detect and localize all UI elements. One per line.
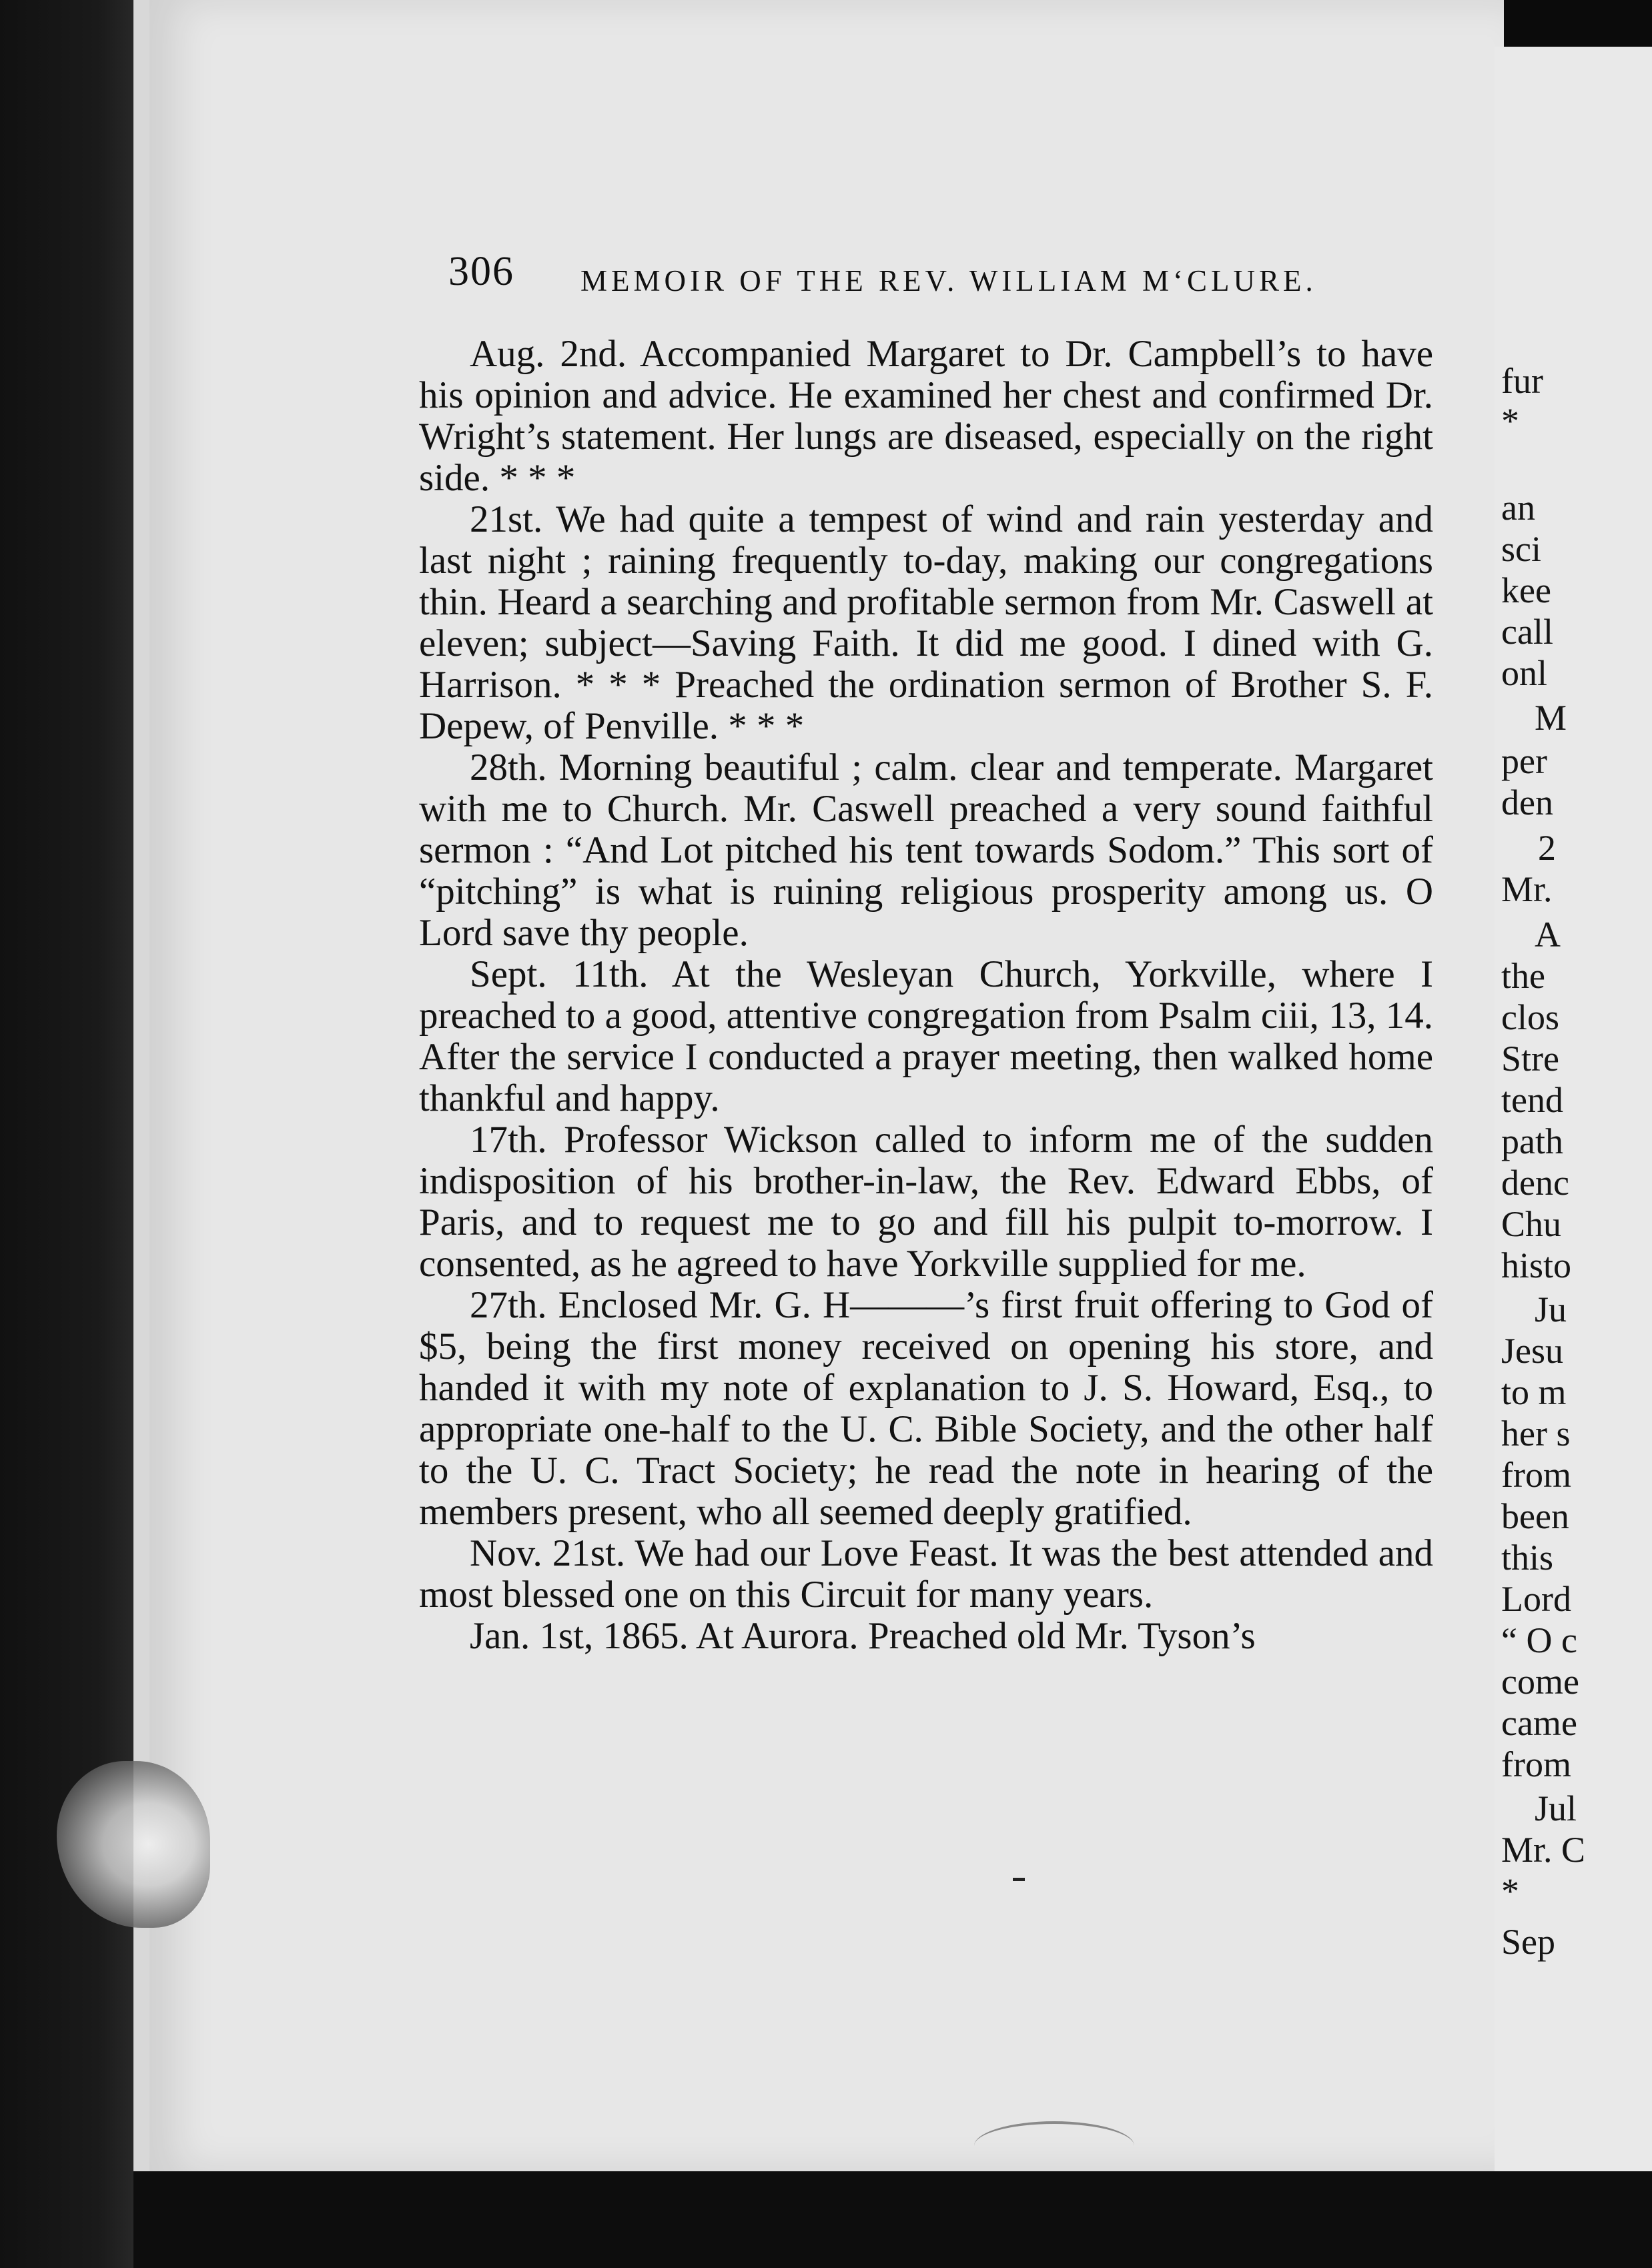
facing-page <box>1495 47 1652 2175</box>
facing-fragment: come <box>1501 1662 1579 1702</box>
book-spine-shadow <box>0 0 140 2268</box>
facing-fragment: tend <box>1501 1080 1563 1120</box>
scan-bottom-edge <box>133 2171 1652 2268</box>
facing-fragment: Jesu <box>1501 1331 1563 1371</box>
facing-fragment: Mr. <box>1501 869 1553 909</box>
binding-mark <box>974 2121 1134 2171</box>
facing-fragment: this <box>1501 1538 1554 1578</box>
entry-sept-11th: Sept. 11th. At the Wesleyan Church, Yorkville, where I preached to a good, attentive congregation from Psalm ciii, 13, 14. After the service I conducted a prayer meeting, then walked home thankful and happy. <box>419 953 1433 1119</box>
facing-fragment: from <box>1501 1744 1571 1784</box>
body-text <box>419 334 1433 1657</box>
facing-fragment: been <box>1501 1496 1569 1536</box>
facing-fragment: 2 <box>1538 828 1556 868</box>
facing-fragment: per <box>1501 741 1547 781</box>
facing-fragment: kee <box>1501 570 1551 610</box>
facing-fragment: clos <box>1501 997 1559 1037</box>
entry-28th: 28th. Morning beautiful ; calm. clear and temperate. Margaret with me to Church. Mr. Caswell preached a very sound faithful sermon : “And Lot pitched his tent towards Sodom.” This sort of “pitching” is what is ruining religious prosperity among us. O Lord save thy people. <box>419 746 1433 954</box>
facing-fragment: path <box>1501 1121 1563 1161</box>
facing-fragment: Ju <box>1535 1289 1567 1329</box>
facing-fragment: to m <box>1501 1372 1567 1412</box>
facing-fragment: histo <box>1501 1245 1572 1285</box>
page-number: 306 <box>448 249 514 294</box>
facing-fragment: Stre <box>1501 1039 1559 1079</box>
running-title: MEMOIR OF THE REV. WILLIAM M‘CLURE. <box>580 264 1317 298</box>
facing-fragment: the <box>1501 956 1545 996</box>
entry-21st: 21st. We had quite a tempest of wind and rain yesterday and last night ; raining frequently to-day, making our congregations thin. Heard a searching and profitable sermon from Mr. Caswell at eleven; subject—Saving Faith. It did me good. I dined with G. Harrison. * * * Preached the ordination sermon of Brother S. F. Depew, of Penville. * * * <box>419 498 1433 747</box>
facing-fragment: call <box>1501 612 1553 652</box>
facing-fragment: onl <box>1501 653 1548 693</box>
facing-fragment: sci <box>1501 529 1541 569</box>
facing-fragment: Jul <box>1535 1788 1577 1828</box>
facing-fragment: fur <box>1501 361 1543 401</box>
facing-fragment: “ O c <box>1501 1620 1577 1660</box>
entry-jan-1st-1865: Jan. 1st, 1865. At Aurora. Preached old Mr. Tyson’s <box>470 1615 1256 1657</box>
facing-fragment: * <box>1501 1871 1519 1911</box>
facing-fragment: an <box>1501 488 1535 528</box>
entry-aug-2nd: Aug. 2nd. Accompanied Margaret to Dr. Campbell’s to have his opinion and advice. He examined her chest and confirmed Dr. Wright’s statement. Her lungs are diseased, especially on the right side. * * * <box>419 333 1433 499</box>
entry-17th: 17th. Professor Wickson called to inform me of the sudden indisposition of his brother-in-law, the Rev. Edward Ebbs, of Paris, and to request me to go and fill his pulpit to-morrow. I consented, as he agreed to have Yorkville supplied for me. <box>419 1119 1433 1285</box>
facing-fragment: Lord <box>1501 1579 1571 1619</box>
facing-fragment: den <box>1501 782 1553 822</box>
facing-fragment: * <box>1501 401 1519 441</box>
facing-fragment: came <box>1501 1703 1577 1743</box>
facing-fragment: denc <box>1501 1163 1569 1203</box>
entry-nov-21st: Nov. 21st. We had our Love Feast. It was the best attended and most blessed one on this Circuit for many years. <box>419 1532 1433 1616</box>
facing-fragment: A <box>1535 915 1561 955</box>
facing-fragment: from <box>1501 1455 1571 1495</box>
facing-fragment: M <box>1535 698 1567 738</box>
facing-fragment: Chu <box>1501 1204 1562 1244</box>
entry-27th: 27th. Enclosed Mr. G. H———’s first fruit offering to God of $5, being the first money received on opening his store, and handed it with my note of explanation to J. S. Howard, Esq., to appropriate one-half to the U. C. Bible Society, and the other half to the U. C. Tract Society; he read the note in hearing of the members present, who all seemed deeply gratified. <box>419 1284 1433 1533</box>
page-mark <box>1013 1878 1025 1881</box>
facing-fragment: her s <box>1501 1413 1571 1454</box>
facing-fragment: Mr. C <box>1501 1830 1586 1870</box>
facing-fragment: Sep <box>1501 1922 1555 1962</box>
